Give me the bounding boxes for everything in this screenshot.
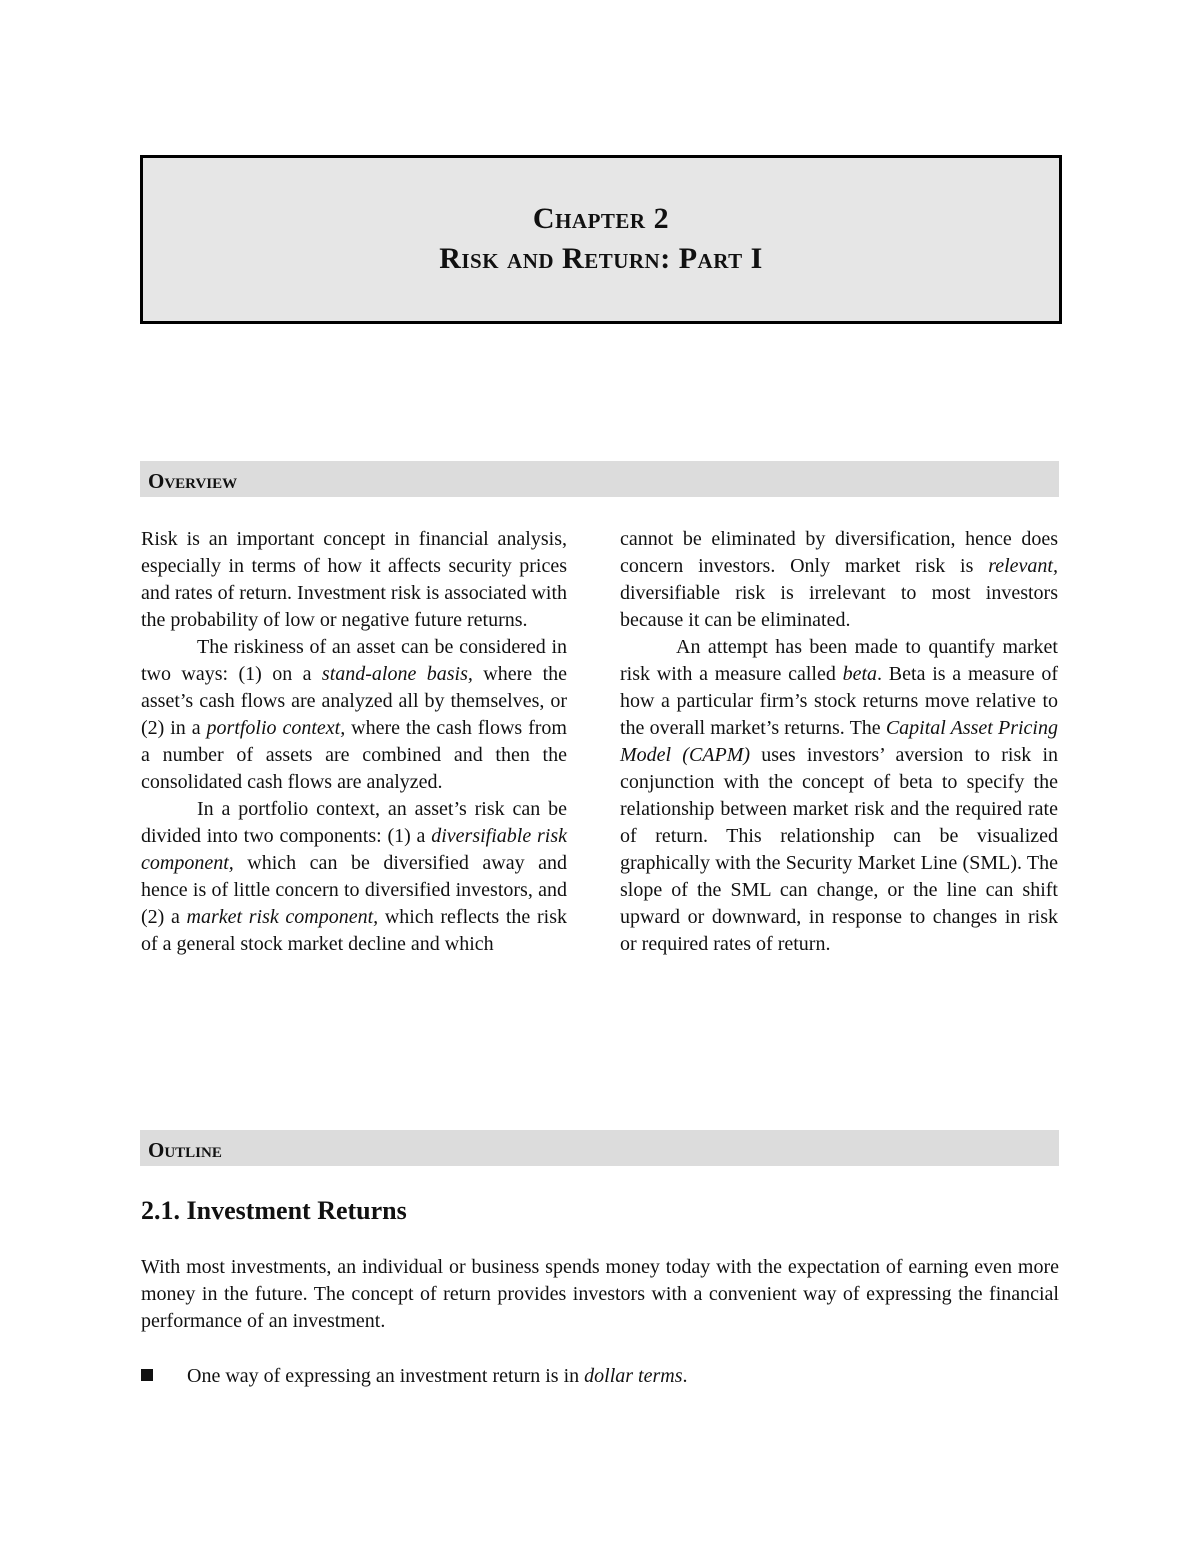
bullet-item [141, 1363, 687, 1390]
bullet-text: One way of expressing an investment return is in dollar terms. [187, 1365, 688, 1387]
overview-heading: Overview [140, 461, 1059, 497]
overview-left-column [141, 526, 567, 958]
chapter-title-box [140, 155, 1062, 324]
overview-paragraph: In a portfolio context, an asset’s risk can be divided into two components: (1) a diversifiable risk component, which can be diversified away and hence is of little concern to diversified investors, and (2) a market risk component, which reflects the risk of a general stock market decline and which [141, 798, 568, 955]
chapter-title: Risk and Return: Part I [439, 242, 763, 275]
overview-paragraph: Risk is an important concept in financial analysis, especially in terms of how it affects security prices and rates of return. Investment risk is associated with the probability of low or negative future returns. [141, 528, 567, 631]
overview-paragraph: The riskiness of an asset can be considered in two ways: (1) on a stand-alone basis, where the asset’s cash flows are analyzed all by themselves, or (2) in a portfolio context, where the cash flows from a number of assets are combined and then the consolidated cash flows are analyzed. [141, 636, 568, 793]
overview-paragraph: An attempt has been made to quantify market risk with a measure called beta. Beta is a measure of how a particular firm’s stock returns move relative to the overall market’s returns. The Capital Asset Pricing Model (CAPM) uses investors’ aversion to risk in conjunction with the concept of beta to specify the relationship between market risk and the required rate of return. This relationship can be visualized graphically with the Security Market Line (SML). The slope of the SML can change, or the line can shift upward or downward, in response to changes in risk or required rates of return. [620, 636, 1058, 955]
outline-paragraph: With most investments, an individual or business spends money today with the expectation of earning even more money in the future. The concept of return provides investors with a convenient way of expressing the financial performance of an investment. [141, 1256, 1059, 1332]
overview-paragraph: cannot be eliminated by diversification, hence does concern investors. Only market risk is relevant, diversifiable risk is irrelevant to most investors because it can be eliminated. [620, 528, 1058, 631]
outline-heading: Outline [140, 1130, 1059, 1166]
square-bullet-icon [141, 1369, 153, 1381]
chapter-number: Chapter 2 [532, 202, 670, 235]
section-heading: 2.1. Investment Returns [141, 1196, 407, 1225]
overview-right-column [620, 526, 1058, 958]
